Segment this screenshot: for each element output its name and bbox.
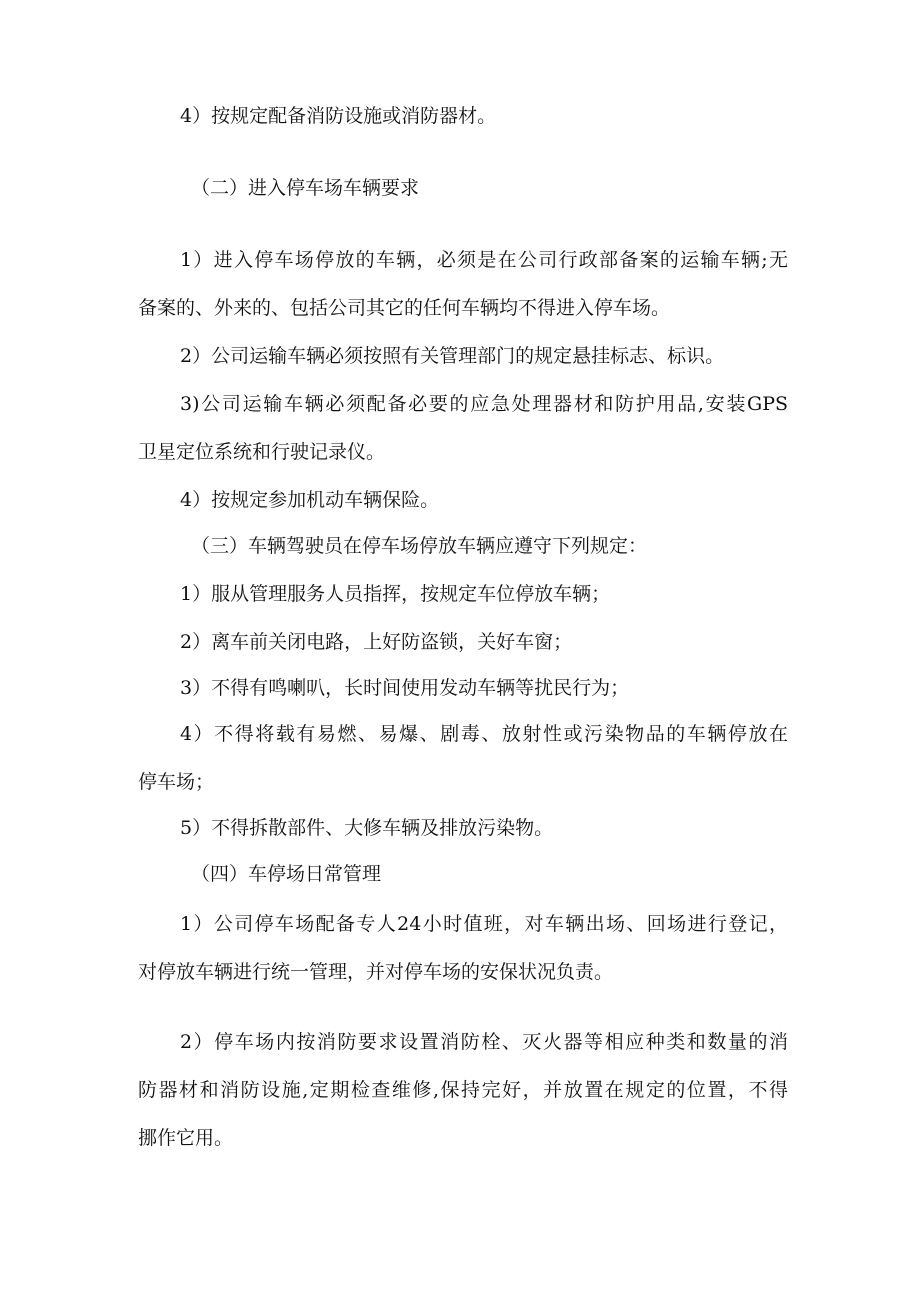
text-line: 4）不得将载有易燃、易爆、剧毒、放射性或污染物品的车辆停放在 [180,723,788,745]
paragraph-vehicle-entry [138,236,788,332]
text-line: 2）公司运输车辆必须按照有关管理部门的规定悬挂标志、标识。 [180,345,725,367]
paragraph-duty-staff [138,900,788,996]
paragraph-no-hazardous-goods [138,710,788,806]
paragraph-no-repairs [138,804,788,852]
paragraph-insurance [138,476,788,524]
text-line: 4）按规定配备消防设施或消防器材。 [180,105,497,127]
text-line: 5）不得拆散部件、大修车辆及排放污染物。 [180,817,554,839]
text-line: 停车场； [138,771,215,793]
text-line: 3）不得有鸣喇叭，长时间使用发动车辆等扰民行为； [180,677,630,699]
paragraph-close-vehicle [138,618,788,666]
text-line: 1）公司停车场配备专人24小时值班，对车辆出场、回场进行登记， [180,913,788,935]
text-line: 1）进入停车场停放的车辆，必须是在公司行政部备案的运输车辆;无 [180,249,788,271]
paragraph-no-noise [138,664,788,712]
text-line: （三）车辆驾驶员在停车场停放车辆应遵守下列规定： [191,535,648,557]
text-line: 3)公司运输车辆必须配备必要的应急处理器材和防护用品,安装GPS [180,393,788,415]
text-line: 4）按规定参加机动车辆保险。 [180,489,440,511]
text-line: （二）进入停车场车辆要求 [191,177,420,199]
paragraph-emergency-equipment [138,380,788,476]
text-line: 防器材和消防设施,定期检查维修,保持完好，并放置在规定的位置，不得 [138,1079,788,1101]
text-line: 挪作它用。 [138,1127,234,1149]
text-line: （四）车停场日常管理 [191,863,382,885]
text-line: 2）离车前关闭电路，上好防盗锁，关好车窗； [180,631,573,653]
paragraph-follow-staff [138,570,788,618]
text-line: 对停放车辆进行统一管理，并对停车场的安保状况负责。 [138,961,614,983]
text-line: 卫星定位系统和行驶记录仪。 [138,441,386,463]
text-line: 2）停车场内按消防要求设置消防栓、灭火器等相应种类和数量的消 [180,1031,788,1053]
paragraph-fire-equipment [138,92,788,140]
paragraph-fire-facilities [138,1018,788,1162]
section-heading-vehicle-requirements [138,164,788,212]
section-heading-daily-management [138,850,788,898]
text-line: 备案的、外来的、包括公司其它的任何车辆均不得进入停车场。 [138,297,671,319]
section-heading-driver-rules [138,522,788,570]
paragraph-vehicle-signage [138,332,788,380]
text-line: 1）服从管理服务人员指挥，按规定车位停放车辆； [180,583,611,605]
